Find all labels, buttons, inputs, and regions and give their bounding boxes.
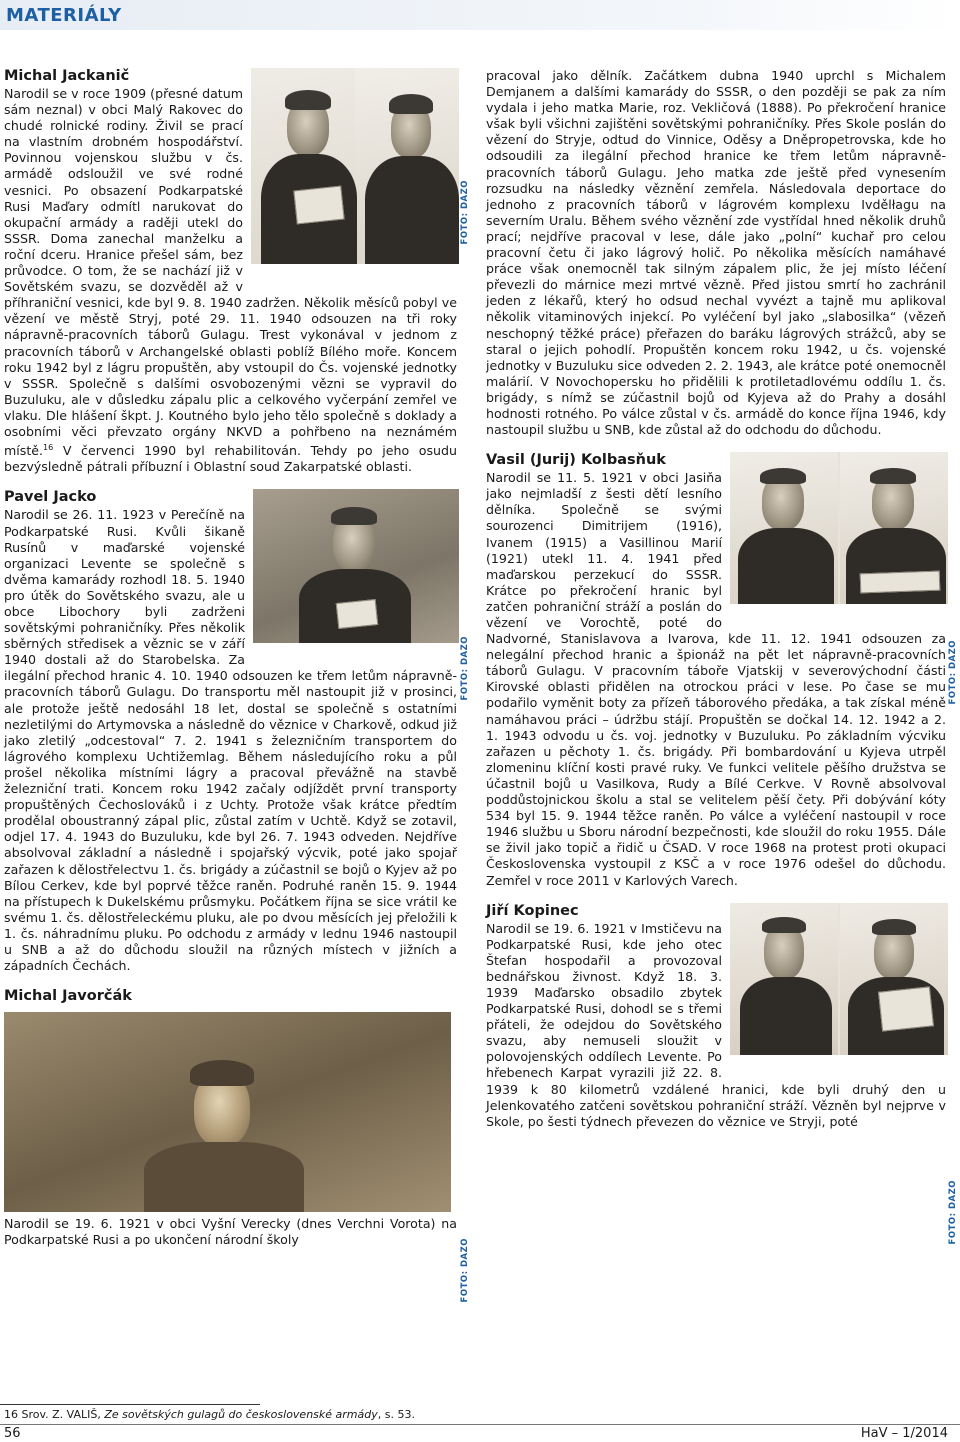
bio-kopinec (486, 903, 946, 1130)
bio-jacko (4, 489, 457, 974)
photo-credit-kolbasnuk: FOTO: DAZO (948, 640, 958, 705)
photo-kolbasnuk (730, 452, 948, 612)
footnote-prefix: Srov. Z. VALIŠ, (21, 1408, 105, 1421)
footnote-suffix: , s. 53. (377, 1408, 415, 1421)
photo-credit-jackanic: FOTO: DAZO (460, 180, 470, 245)
bio-name-jacko: Pavel Jacko (4, 489, 97, 506)
footnote-rule (0, 1404, 260, 1405)
bio-body-jackanic-2: V červenci 1990 byl rehabilitován. Tehdy po jeho osudu bezvýsledně pátrali příbuzní i Oblastní soud Zakarpatské oblasti. (4, 443, 457, 475)
bottom-rule (0, 1424, 960, 1425)
footnote (4, 1408, 415, 1421)
photo-jacko (253, 489, 459, 651)
journal-reference: HaV – 1/2014 (860, 1426, 948, 1441)
bio-text-kopinec: Narodil se 19. 6. 1921 v Imstičevu na Podkarpatské Rusi, kde jeho otec Štefan hospodařil a provozoval bednářskou živnost. Když 18. 3. 1939 Maďarsko obsadilo zbytek Podkarpatské Rusi, dohodl se s třemi přáteli, že odejdou do Sovětského svazu, aby nemuseli sloužit v polovojenských oddílech Levente. Po hřebenech Karpat vyrazili již 22. 8. 1939 k 80 kilometrů vzdálené hranici, kde byli druhý den u Jelenkovatého zatčeni sovětskou pohraniční stráží. Vězněn byl nejprve v Skole, po šesti týdnech převezen do věznice ve Stryji, poté (486, 920, 946, 1129)
photo-credit-jacko: FOTO: DAZO (460, 636, 470, 701)
bio-text-javorcak: Narodil se 19. 6. 1921 v obci Vyšní Verecky (dnes Verchni Vorota) na Podkarpatské Rusi a po ukončení národní školy (4, 1216, 457, 1248)
bio-body-jackanic: Narodil se v roce 1909 (přesné datum sám neznal) v obci Malý Rakovec do chudé rolnické rodiny. Živil se prací na vlastním drobném hospodářství. Povinnou vojenskou službu v čs. armádě odsloužil ve své rodné vesnici. Po obsazení Podkarpatské Rusi Maďary odmítl narukovat do okupační armády a raději utekl do SSSR. Doma zanechal manželku a roční dceru. Hranice přešel sám, bez průvodce. O tom, že se nachází již v Sovětském svazu, se dozvěděl až v příhraniční vesnici, kde byl 9. 8. 1940 zadržen. Několik měsíců pobyl ve vězení ve městě Stryj, poté 29. 11. 1940 odsouzen na tři roky nápravně-pracovních táborů Gulagu. Trest vykonával v jednom z pracovních táborů v Archangelské oblasti poblíž Bílého moře. Koncem roku 1942 byl z lágru propuštěn, aby vstoupil do Čs. vojenské jednotky v SSSR. Společně s dalšími osvobozenými vězni se vypravil do Buzuluku, ale v důsledku zápalu plic a celkového vyčerpání zemřel ve vlaku. Dle hlášení škpt. J. Koutného bylo jeho tělo společně s doklady a osobními věci převzato orgány NKVD a pohřbeno na neznámém místě. (4, 86, 457, 459)
left-column (4, 68, 457, 1248)
photo-credit-kopinec: FOTO: DAZO (948, 1180, 958, 1245)
section-title: MATERIÁLY (6, 5, 122, 26)
bio-javorcak (4, 988, 457, 1248)
bio-name-kolbasnuk: Vasil (Jurij) Kolbasňuk (486, 452, 666, 469)
bio-name-jackanic: Michal Jackanič (4, 68, 130, 84)
footnote-title: Ze sovětských gulagů do československé armády (104, 1408, 378, 1421)
bio-name-javorcak: Michal Javorčák (4, 988, 132, 1005)
bio-jackanic (4, 68, 457, 475)
bio-text-jacko: Narodil se 26. 11. 1923 v Perečíně na Podkarpatské Rusi. Kvůli šikaně Rusínů v maďarské vojenské organizaci Levente se společně s dvěma kamarády rozhodl 18. 5. 1940 pro útěk do Sovětského svazu, ale u obce Libochory byli zadrženi sovětskými pohraničníky. Přes několik sběrných středisek a věznic se v září 1940 dostali až do Starobelska. Za ilegální přechod hranic 4. 10. 1940 odsouzen ke třem letům nápravně-pracovních táborů Gulagu. Do transportu měl nastoupit již v prosinci, ale protože ještě nedosáhl 18 let, dostal se společně s ostatními nezletilými do Artymovska a následně do věznice v Charkově, odkud již jako zletilý „odcestoval“ 7. 2. 1941 s železničním transportem do lágrového komplexu Uchtižemlag. Během následujícího roku a půl prošel několika místními lágry a pracoval převážně na stavbě železniční trati. Koncem roku 1942 začaly odjíždět první transporty propuštěných Čechoslováků i z Uchty. Protože však krátce předtím prodělal oboustranný zápal plic, zůstal zatím v Uchtě. Když se zotavil, odjel 17. 4. 1943 do Buzuluku, kde byl 26. 7. 1943 odveden. Nejdříve absolvoval základní a následně i spojařský výcvik, poté jako spojař zařazen k dělostřelectvu 1. čs. brigády a zúčastnil se bojů o Kyjev až po Bílou Cerkev, kde byl poprvé těžce raněn. Podruhé raněn 15. 9. 1944 na přístupech k Dukelskému průsmyku. Počátkem října se sice vrátil ke svému 1. čs. dělostřeleckému pluku, ale po dvou měsících jej přeložili k 1. čs. náhradnímu pluku. Po odchodu z armády v lednu 1946 nastoupil u SNB a až do důchodu sloužil na různých místech v jižních a západních Čechách. (4, 507, 457, 974)
bio-name-kopinec: Jiří Kopinec (486, 902, 579, 919)
photo-javorcak (4, 1012, 457, 1212)
photo-credit-javorcak: FOTO: DAZO (460, 1238, 470, 1303)
footnote-number: 16 (4, 1408, 18, 1421)
bio-kolbasnuk (486, 452, 946, 888)
right-column (486, 68, 946, 1130)
header-band (0, 0, 960, 30)
footnote-mark: 16 (43, 443, 54, 453)
photo-jackanic (251, 68, 459, 274)
bio-text-jackanic-continued: pracoval jako dělník. Začátkem dubna 1940 uprchl s Michalem Demjanem a dalšími kamarády do SSSR, o den později se pak za ním vydala i jeho matka Marie, roz. Vekličová (1888). Po překročení hranice však byli všichni zajištěni sovětskými pohraničníky. Přes Skole poslán do vězení do Stryje, odtud do Vinnice, Oděsy a Dněpropetrovska, kde ho odsoudili za ilegální přechod hranice ke třem letům nápravně-pracovních táborů Gulagu. Jeho matka zde ještě před vynesením rozsudku na následky věznění zemřela. Následovala deportace do jednoho z pracovních táborů v lágrovém komplexu Ivdělłagu na severním Uralu. Během svého věznění zde vystřídal hned několik druhů prací; nejdříve pracoval v lese, dále jako „polní“ kuchař pro celou pracovní četu či jako lágrový holič. Po několika měsících namáhavé práce však onemocněl tak silným zápalem plic, že jej místo léčení převezli do márnice mezi mrtvé vězně. Před jistou smrtí ho zachránil jeden z lékařů, který ho odsud nechal vyvézt a tajně mu aplikoval několik vitaminových injekcí. Po vyléčení byl jako „slabosilka“ (vězeň neschopný těžké práce) přeřazen do baráku lágrových strážců, aby se staral o jejich pohodlí. Propuštěn koncem roku 1942, u čs. vojenské jednotky v Buzuluku sice odveden 2. 2. 1943, ale krátce poté onemocněl malárií. V Novochopersku ho přidělili k protiletadlovému oddílu 1. čs. brigády, s nímž se zúčastnil bojů od Kyjeva až do Prahy a dosáhl hodnosti rotného. Po válce zůstal v čs. armádě do konce října 1946, kdy nastoupil službu u SNB, kde zůstal až do odchodu do důchodu. (486, 68, 946, 438)
bio-text-kolbasnuk: Narodil se 11. 5. 1921 v obci Jasiňa jako nejmladší z šesti dětí lesního dělníka. Společně se svými sourozenci Dimitrijem (1916), Ivanem (1915) a Vasillinou Marií (1921) utekl 11. 4. 1941 před maďarskou perzekucí do SSSR. Krátce po překročení hranic byl zatčen pohraniční stráží a poslán do vězení ve Vorochtě, poté do Nadvorné, Stanislavova a Ivarova, kde 11. 12. 1941 odsouzen za nelegální přechod hranic a špionáž na pět let nápravně-pracovních táborů Gulagu. V pracovním táboře Vjatskij v severovýchodní části Kirovské oblasti přidělen na otrockou práci v lese. Po čase se mu podařilo vyměnit boty za přízeň táborového předáka, a tak získal méně namáhavou práci – údržbu stájí. Propuštěn se dočkal 14. 12. 1942 a 2. 1. 1943 odvodu u čs. voj. jednotky v Buzuluku. Po základním výcviku zařazen u pěchoty 1. čs. brigády. Při bombardování u Kyjeva utrpěl zlomeninu klíční kosti pravé ruky. Ve funkci velitele pěšího družstva se účastnil bojů u Vasilkova, Rudy a Bílé Cerkve. V Rovně absolvoval poddůstojnickou školu a stal se velitelem pěší čety. Při dobývání kóty 534 byl 15. 9. 1944 těžce raněn. Po válce a vyléčení nastoupil v roce 1946 službu u Sboru národní bezpečnosti, kde sloužil do roku 1955. Dále se živil jako topič a řidič u ČSAD. V roce 1968 na protest proti okupaci Československa vystoupil z KSČ a v roce 1976 odešel do důchodu. Zemřel v roce 2011 v Karlových Varech. (486, 470, 946, 888)
photo-kopinec (730, 903, 948, 1063)
page-number: 56 (4, 1426, 21, 1441)
